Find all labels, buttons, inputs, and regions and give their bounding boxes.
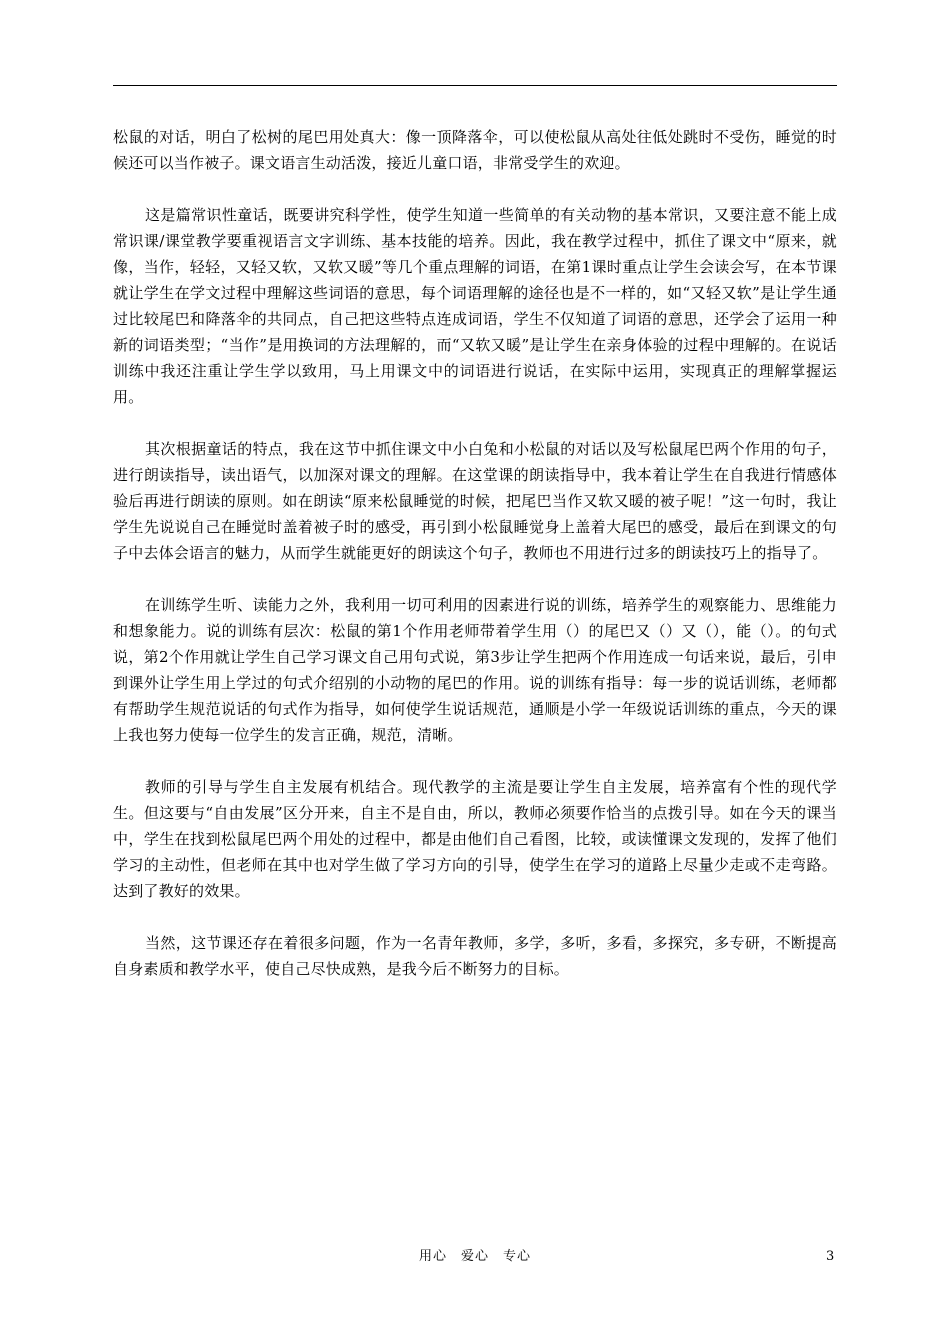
paragraph-5: 教师的引导与学生自主发展有机结合。现代教学的主流是要让学生自主发展，培养富有个性的现代学生。但这要与“自由发展”区分开来，自主不是自由，所以，教师必须要作恰当的点拨引导。如在今天的课当中，学生在找到松鼠尾巴两个用处的过程中，都是由他们自己看图，比较，或读懂课文发现的，发挥了他们学习的主动性，但老师在其中也对学生做了学习方向的引导，使学生在学习的道路上尽量少走或不走弯路。达到了教好的效果。 [113,778,837,900]
header-rule [113,85,837,86]
footer-motto: 用心 爱心 专心 [418,1249,531,1264]
paragraph-4: 在训练学生听、读能力之外，我利用一切可利用的因素进行说的训练，培养学生的观察能力、思维能力和想象能力。说的训练有层次：松鼠的第1个作用老师带着学生用（）的尾巴又（）又（），能（）。的句式说，第2个作用就让学生自己学习课文自己用句式说，第3步让学生把两个作用连成一句话来说，最后，引申到课外让学生用上学过的句式介绍别的小动物的尾巴的作用。说的训练有指导：每一步的说话训练，老师都有帮助学生规范说话的句式作为指导，如何使学生说话规范，通顺是小学一年级说话训练的重点，今天的课上我也努力使每一位学生的发言正确，规范，清晰。 [113,596,837,744]
page-number: 3 [826,1249,835,1264]
document-body [113,124,837,982]
paragraph-3: 其次根据童话的特点，我在这节中抓住课文中小白兔和小松鼠的对话以及写松鼠尾巴两个作用的句子，进行朗读指导，读出语气，以加深对课文的理解。在这堂课的朗读指导中，我本着让学生在自我进行情感体验后再进行朗读的原则。如在朗读“原来松鼠睡觉的时候，把尾巴当作又软又暖的被子呢！”这一句时，我让学生先说说自己在睡觉时盖着被子时的感受，再引到小松鼠睡觉身上盖着大尾巴的感受，最后在到课文的句子中去体会语言的魅力，从而学生就能更好的朗读这个句子，教师也不用进行过多的朗读技巧上的指导了。 [113,440,837,562]
paragraph-2: 这是篇常识性童话，既要讲究科学性，使学生知道一些简单的有关动物的基本常识，又要注意不能上成常识课/课堂教学要重视语言文字训练、基本技能的培养。因此，我在教学过程中，抓住了课文中“原来，就像，当作，轻轻，又轻又软，又软又暖”等几个重点理解的词语，在第1课时重点让学生会读会写，在本节课就让学生在学文过程中理解这些词语的意思，每个词语理解的途径也是不一样的，如“又轻又软”是让学生通过比较尾巴和降落伞的共同点，自己把这些特点连成词语，学生不仅知道了词语的意思，还学会了运用一种新的词语类型；“当作”是用换词的方法理解的，而“又软又暖”是让学生在亲身体验的过程中理解的。在说话训练中我还注重让学生学以致用，马上用课文中的词语进行说话，在实际中运用，实现真正的理解掌握运用。 [113,206,837,406]
paragraph-1: 松鼠的对话，明白了松树的尾巴用处真大：像一顶降落伞，可以使松鼠从高处往低处跳时不受伤，睡觉的时候还可以当作被子。课文语言生动活泼，接近儿童口语，非常受学生的欢迎。 [113,128,837,172]
paragraph-6: 当然，这节课还存在着很多问题，作为一名青年教师，多学，多听，多看，多探究，多专研，不断提高自身素质和教学水平，使自己尽快成熟，是我今后不断努力的目标。 [113,934,837,978]
